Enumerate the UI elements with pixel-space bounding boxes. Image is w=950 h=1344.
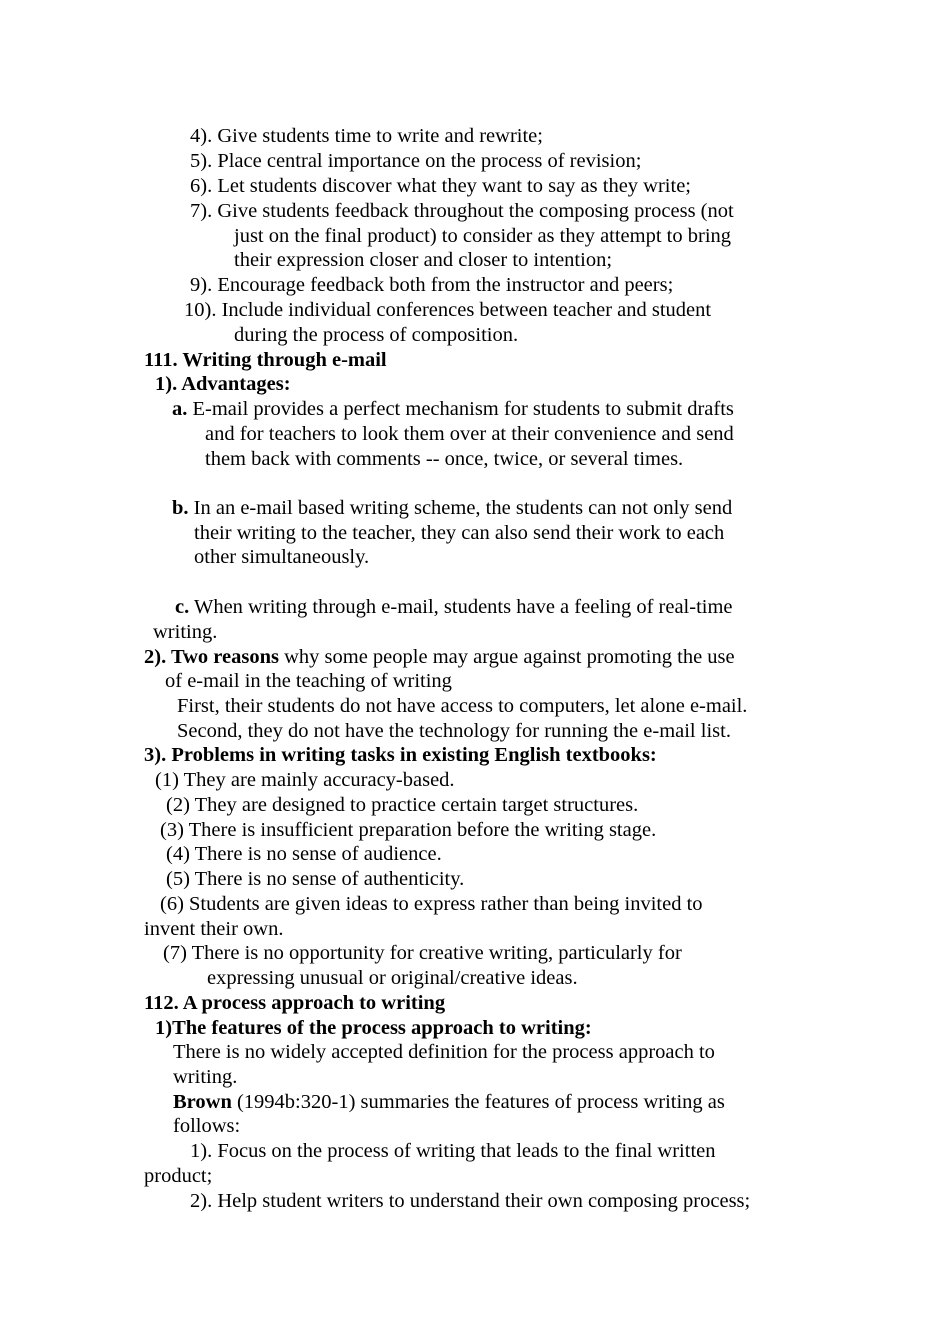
- advantage-b: [172, 496, 732, 521]
- advantage-a-text: E-mail provides a perfect mechanism for students to submit drafts: [187, 398, 734, 420]
- advantage-c: [175, 595, 733, 620]
- problem-item: (1) They are mainly accuracy-based.: [155, 769, 455, 791]
- advantage-b-text: In an e-mail based writing scheme, the students can not only send: [188, 497, 733, 519]
- advantage-b-continuation: their writing to the teacher, they can also send their work to each: [194, 522, 725, 544]
- two-reasons-bold: 2). Two reasons: [144, 646, 279, 668]
- two-reasons: [144, 645, 735, 670]
- list-item: 5). Place central importance on the process of revision;: [190, 150, 642, 172]
- advantage-c-continuation: writing.: [153, 621, 218, 643]
- problem-item: (3) There is insufficient preparation before the writing stage.: [160, 819, 657, 841]
- two-reasons-continuation: of e-mail in the teaching of writing: [165, 670, 452, 692]
- brown-author: Brown: [173, 1091, 232, 1113]
- reason-second: Second, they do not have the technology for running the e-mail list.: [177, 720, 731, 742]
- problem-item-continuation: invent their own.: [144, 918, 284, 940]
- problem-item: (7) There is no opportunity for creative writing, particularly for: [163, 942, 682, 964]
- feature-item: 2). Help student writers to understand their own composing process;: [190, 1190, 751, 1212]
- advantage-c-text: When writing through e-mail, students have a feeling of real-time: [189, 596, 733, 618]
- brown-text: (1994b:320-1) summaries the features of process writing as: [231, 1091, 725, 1113]
- definition-text: There is no widely accepted definition for the process approach to: [173, 1041, 715, 1063]
- section-heading-112: 112. A process approach to writing: [144, 992, 446, 1014]
- list-item: 4). Give students time to write and rewrite;: [190, 125, 543, 147]
- list-item-continuation: during the process of composition.: [234, 324, 519, 346]
- problem-item: (5) There is no sense of authenticity.: [166, 868, 465, 890]
- feature-item: 1). Focus on the process of writing that leads to the final written: [190, 1140, 716, 1162]
- definition-text-continuation: writing.: [173, 1066, 238, 1088]
- list-item: 10). Include individual conferences between teacher and student: [184, 299, 712, 321]
- advantage-a: [172, 397, 734, 422]
- problem-item: (6) Students are given ideas to express rather than being invited to: [160, 893, 703, 915]
- two-reasons-text: why some people may argue against promoting the use: [278, 646, 735, 668]
- problem-item: (2) They are designed to practice certain target structures.: [166, 794, 639, 816]
- advantages-heading: 1). Advantages:: [155, 373, 291, 395]
- section-heading-111: 111. Writing through e-mail: [144, 349, 387, 371]
- advantage-a-label: a.: [172, 398, 188, 420]
- advantage-a-continuation: and for teachers to look them over at their convenience and send: [205, 423, 734, 445]
- list-item: 6). Let students discover what they want to say as they write;: [190, 175, 691, 197]
- feature-item-continuation: product;: [144, 1165, 213, 1187]
- problems-heading: 3). Problems in writing tasks in existing English textbooks:: [144, 744, 657, 766]
- features-heading: 1)The features of the process approach to writing:: [155, 1017, 592, 1039]
- problem-item: (4) There is no sense of audience.: [166, 843, 442, 865]
- advantage-b-continuation: other simultaneously.: [194, 546, 370, 568]
- list-item-continuation: their expression closer and closer to intention;: [234, 249, 613, 271]
- brown-citation: [173, 1090, 725, 1115]
- advantage-b-label: b.: [172, 497, 189, 519]
- list-item-continuation: just on the final product) to consider as they attempt to bring: [234, 225, 732, 247]
- reason-first: First, their students do not have access to computers, let alone e-mail.: [177, 695, 748, 717]
- list-item: 7). Give students feedback throughout the composing process (not: [190, 200, 734, 222]
- problem-item-continuation: expressing unusual or original/creative ideas.: [207, 967, 578, 989]
- brown-citation-continuation: follows:: [173, 1115, 241, 1137]
- list-item: 9). Encourage feedback both from the instructor and peers;: [190, 274, 674, 296]
- advantage-a-continuation: them back with comments -- once, twice, or several times.: [205, 448, 684, 470]
- advantage-c-label: c.: [175, 596, 190, 618]
